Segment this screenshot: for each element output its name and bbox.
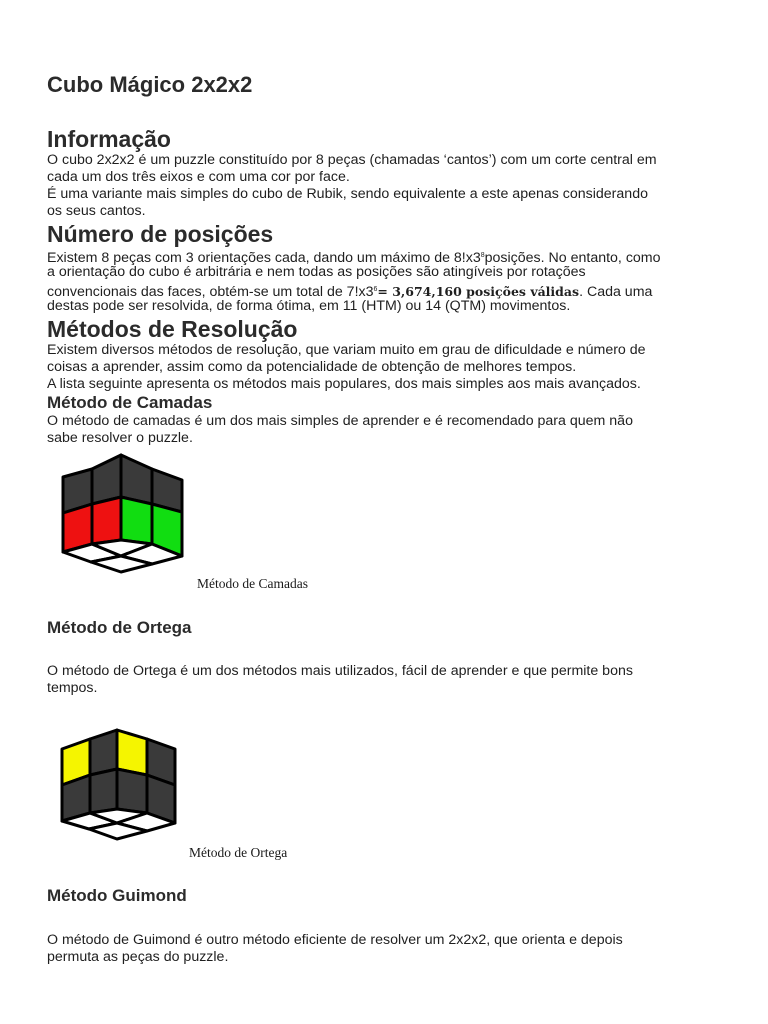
info-line-3: É uma variante mais simples do cubo de Rubik, sendo equivalente a este apenas considerando — [47, 186, 648, 202]
page-title: Cubo Mágico 2x2x2 — [47, 72, 253, 97]
info-line-1: O cubo 2x2x2 é um puzzle constituído por 8 peças (chamadas ‘cantos’) com um corte central em — [47, 152, 657, 168]
sticker-right-bottom-1 — [117, 769, 147, 813]
layers-line-2: sabe resolver o puzzle. — [47, 430, 193, 446]
valid-positions-formula: = 3,674,160 posições válidas — [377, 284, 580, 299]
heading-metodos-resolucao: Métodos de Resolução — [47, 316, 298, 342]
guimond-line-2: permuta as peças do puzzle. — [47, 949, 229, 965]
heading-metodo-camadas: Método de Camadas — [47, 393, 213, 412]
exponent-6: 6 — [373, 286, 378, 293]
heading-metodo-ortega: Método de Ortega — [47, 618, 192, 637]
caption-ortega: Método de Ortega — [189, 845, 288, 860]
positions-line-3-text-b: . Cada uma — [579, 284, 653, 300]
ortega-line-1: O método de Ortega é um dos métodos mais utilizados, fácil de aprender e que permite bons — [47, 663, 633, 679]
guimond-line-1: O método de Guimond é outro método eficiente de resolver um 2x2x2, que orienta e depois — [47, 932, 623, 948]
caption-camadas: Método de Camadas — [197, 576, 308, 591]
methods-line-3: A lista seguinte apresenta os métodos mais populares, dos mais simples aos mais avançados. — [47, 376, 641, 392]
info-line-2: cada um dos três eixos e com uma cor por face. — [47, 169, 350, 185]
exponent-8: 8 — [480, 252, 485, 259]
positions-line-2: a orientação do cubo é arbitrária e nem todas as posições são atingíveis por rotações — [47, 264, 586, 280]
sticker-left-top-2 — [90, 730, 117, 775]
cube-ortega-figure — [57, 727, 181, 843]
cube-layers-figure — [58, 452, 188, 576]
heading-informacao: Informação — [47, 126, 171, 152]
positions-line-1-text-b: posições. No entanto, como — [484, 250, 661, 266]
positions-line-3-text-a: convencionais das faces, obtém-se um total de 7!x3 — [47, 284, 374, 300]
layers-line-1: O método de camadas é um dos mais simples de aprender e é recomendado para quem não — [47, 413, 633, 429]
methods-line-1: Existem diversos métodos de resolução, que variam muito em grau de dificuldade e número de — [47, 342, 646, 358]
sticker-right-bottom-1 — [121, 497, 152, 544]
sticker-left-bottom-2 — [90, 769, 117, 813]
sticker-left-bottom-2 — [92, 497, 121, 544]
positions-line-1-text-a: Existem 8 peças com 3 orientações cada, dando um máximo de 8!x3 — [47, 250, 481, 266]
methods-line-2: coisas a aprender, assim como da potencialidade de obtenção de melhores tempos. — [47, 359, 577, 375]
heading-metodo-guimond: Método Guimond — [47, 886, 187, 905]
ortega-line-2: tempos. — [47, 680, 98, 696]
sticker-right-top-1 — [117, 730, 147, 775]
heading-numero-posicoes: Número de posições — [47, 221, 274, 247]
info-line-4: os seus cantos. — [47, 203, 146, 219]
positions-line-4: destas pode ser resolvida, de forma ótima, em 11 (HTM) ou 14 (QTM) movimentos. — [47, 298, 571, 314]
